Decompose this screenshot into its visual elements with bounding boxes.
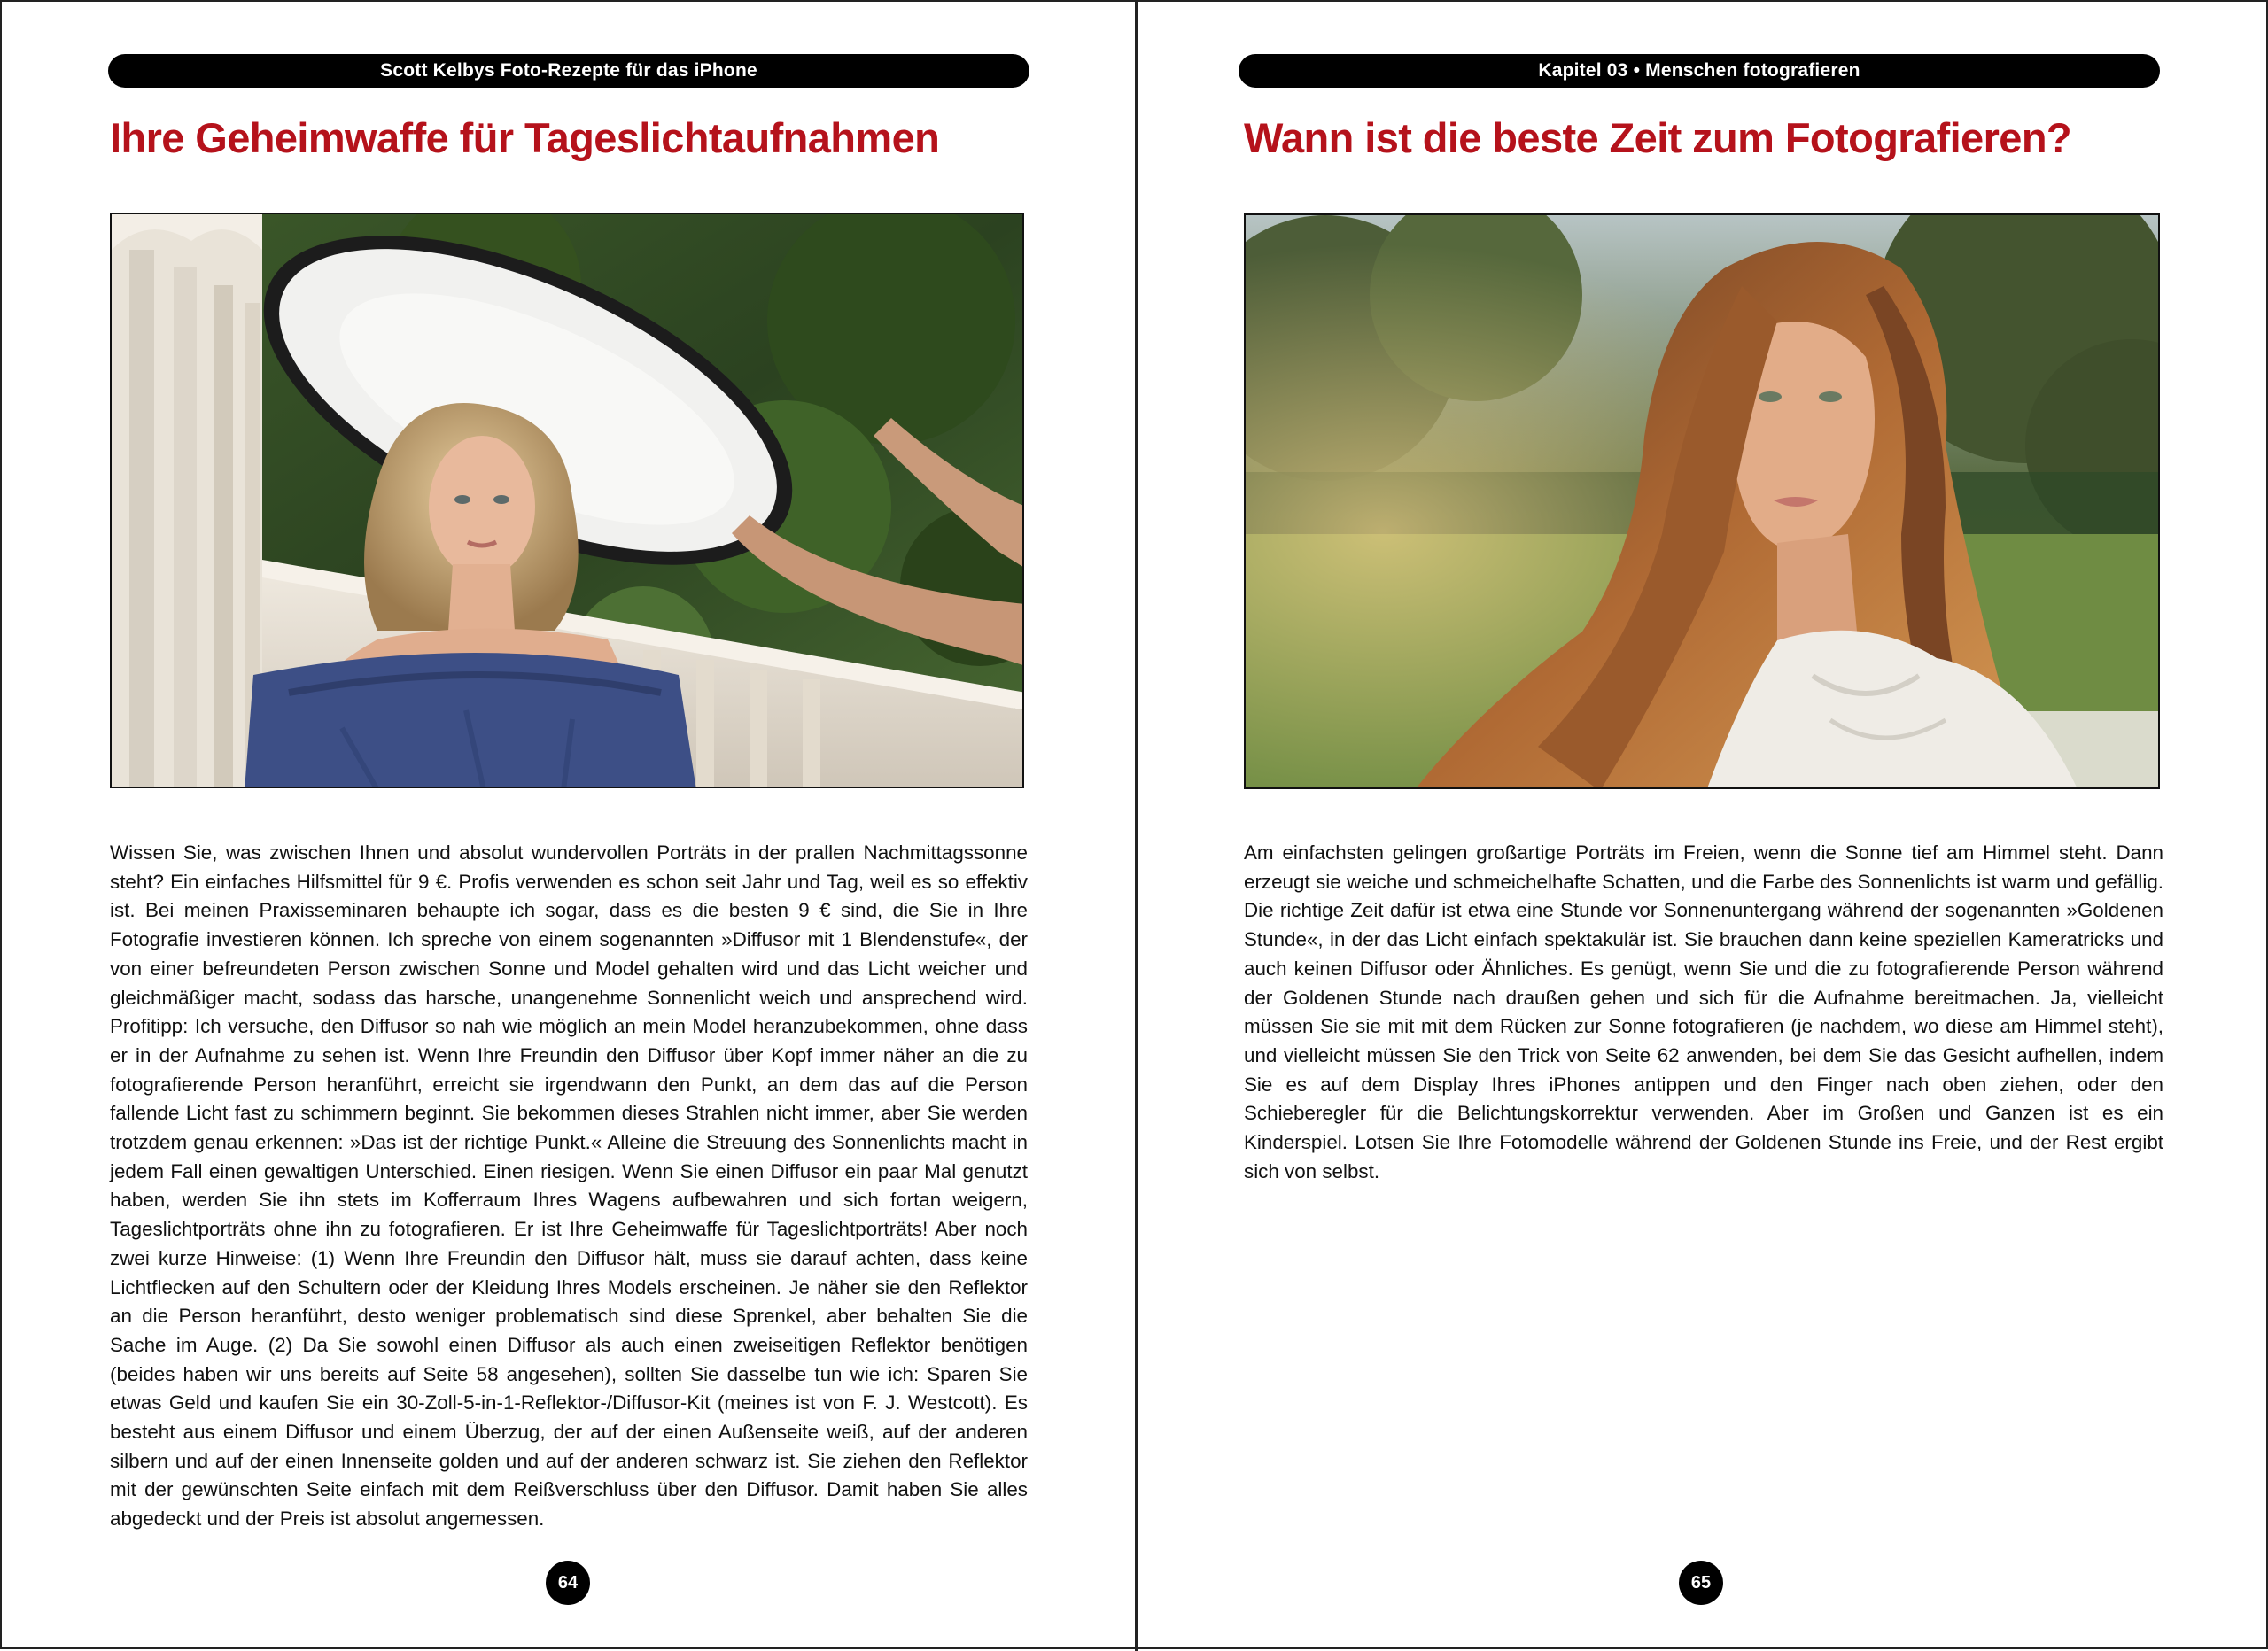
- golden-hour-portrait-illustration: [1246, 215, 2160, 789]
- right-page: [1136, 2, 2268, 1651]
- diffusor-portrait-illustration: [112, 214, 1024, 788]
- page-title-right: Wann ist die beste Zeit zum Fotografieren?: [1244, 114, 2072, 161]
- body-text-left: Wissen Sie, was zwischen Ihnen und absolut wundervollen Porträts in der prallen Nachmittagssonne steht? Ein einfaches Hilfsmittel für 9 €. Profis verwenden es schon seit Jahr und Tag, weil es so effektiv ist. Bei meinen Praxisseminaren behaupte ich sogar, dass es die besten 9 € sind, die Sie in Ihre Fotografie investieren können. Ich spreche von einem sogenannten »Diffusor mit 1 Blendenstufe«, der von einer befreundeten Person zwischen Sonne und Model gehalten wird und das Licht weicher und gleichmäßiger macht, sodass das harsche, unangenehme Sonnenlicht weich und ansprechend wird. Profitipp: Ich versuche, den Diffusor so nah wie möglich an mein Model heranzubekommen, ohne dass er in der Aufnahme zu sehen ist. Wenn Ihre Freundin den Diffusor über Kopf immer näher an die zu fotografierende Person heranführt, erreicht sie irgendwann den Punkt, an dem das auf die Person fallende Licht fast zu schimmern beginnt. Sie bekommen dieses Strahlen nicht immer, aber Sie werden trotzdem genau erkennen: »Das ist der richtige Punkt.« Alleine die Streuung des Sonnenlichts macht in jedem Fall einen gewaltigen Unterschied. Einen riesigen. Wenn Sie einen Diffusor ein paar Mal genutzt haben, werden Sie ihn stets im Kofferraum Ihres Wagens aufbewahren und sich fortan weigern, Tageslichtporträts ohne ihn zu fotografieren. Er ist Ihre Geheimwaffe für Tageslichtporträts! Aber noch zwei kurze Hinweise: (1) Wenn Ihre Freundin den Diffusor hält, muss sie darauf achten, dass keine Lichtflecken auf den Schultern oder der Kleidung Ihres Models erscheinen. Je näher sie den Reflektor an die Person heranführt, desto weniger problematisch sind diese Sprenkel, aber behalten Sie die Sache im Auge. (2) Da Sie sowohl einen Diffusor als auch einen zweiseitigen Reflektor benötigen (beides haben wir uns bereits auf Seite 58 angesehen), sollten Sie dasselbe tun wie ich: Sparen Sie etwas Geld und kaufen Sie ein 30-Zoll-5-in-1-Reflektor-/Diffusor-Kit (meines ist von F. J. Westcott). Es besteht aus einem Diffusor und einem Überzug, der auf der einen Außenseite weiß, auf der anderen silbern und auf der einen Innenseite golden und auf der anderen schwarz ist. Sie ziehen den Reflektor mit der gewünschten Seite einfach mit dem Reißverschluss über den Diffusor. Damit haben Sie alles abgedeckt und der Preis ist absolut angemessen.: [110, 841, 1028, 1531]
- running-head-left: Scott Kelbys Foto-Rezepte für das iPhone: [108, 54, 1029, 88]
- body-text-right: Am einfachsten gelingen großartige Porträts im Freien, wenn die Sonne tief am Himmel steht. Dann erzeugt sie weiche und schmeichelhafte Schatten, und die Farbe des Sonnenlichts ist warm und gefällig. Die richtige Zeit dafür ist etwa eine Stunde vor Sonnenuntergang während der sogenannten »Goldenen Stunde«, in der das Licht einfach spektakulär ist. Sie brauchen dann keine speziellen Kameratricks und auch keinen Diffusor oder Ähnliches. Es genügt, wenn Sie und die zu fotografierende Person während der Goldenen Stunde nach draußen gehen und sich für die Aufnahme bereitmachen. Ja, vielleicht müssen Sie sie mit mit dem Rücken zur Sonne fotografieren (je nachdem, wo diese am Himmel steht), und vielleicht müssen Sie den Trick von Seite 62 anwenden, bei dem Sie das Gesicht aufhellen, indem Sie es auf dem Display Ihres iPhones antippen und den Finger nach oben ziehen, oder den Schieberegler für die Belichtungskorrektur verwenden. Aber im Großen und Ganzen ist es ein Kinderspiel. Lotsen Sie Ihre Fotomodelle während der Goldenen Stunde ins Freie, und der Rest ergibt sich von selbst.: [1244, 841, 2163, 1182]
- diffusor-portrait-photo: [110, 213, 1024, 788]
- page-number-left: 64: [546, 1561, 590, 1605]
- page-title-left: Ihre Geheimwaffe für Tageslichtaufnahmen: [110, 114, 940, 161]
- left-page: [2, 2, 1136, 1651]
- running-head-right: Kapitel 03 • Menschen fotografieren: [1239, 54, 2160, 88]
- page-number-right: 65: [1679, 1561, 1723, 1605]
- golden-hour-portrait-photo: [1244, 213, 2160, 789]
